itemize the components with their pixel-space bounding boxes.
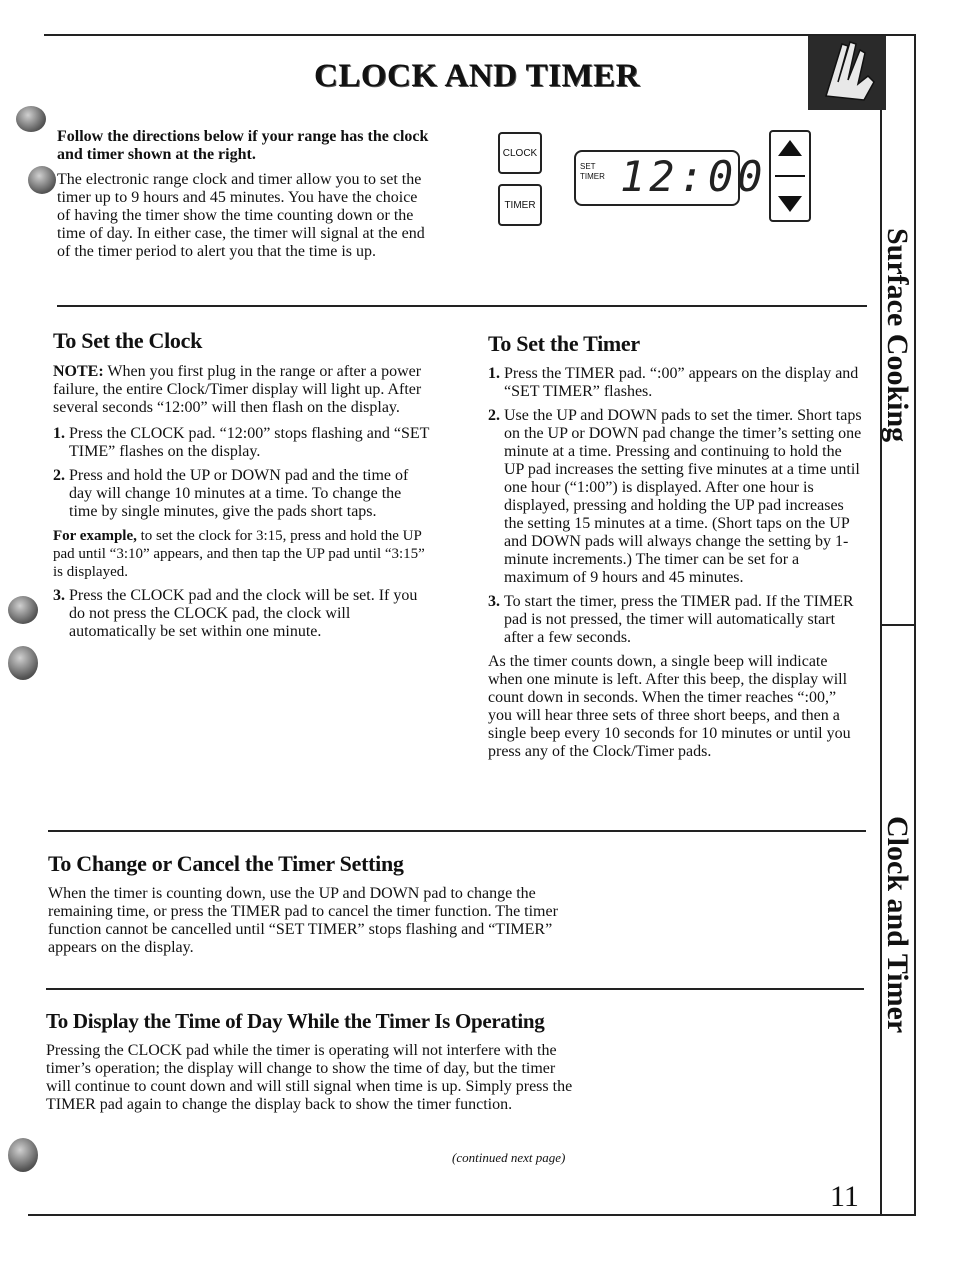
- side-tab-clock-and-timer: Clock and Timer: [881, 816, 914, 1034]
- display-label-set: SET: [580, 162, 596, 171]
- list-item: 3. Press the CLOCK pad and the clock will be set. If you do not press the CLOCK pad, the clock will automatically be set within one minute.: [53, 587, 418, 640]
- down-triangle-icon: [778, 196, 802, 212]
- example-text: to set the clock for 3:15, press and hold the UP pad until “3:10” appears, and then tap the UP pad until “3:15” is displayed.: [53, 528, 425, 580]
- binding-hole: [8, 1138, 38, 1172]
- up-triangle-icon: [778, 140, 802, 156]
- note-text: When you first plug in the range or after a power failure, the entire Clock/Timer display will light up. After several seconds “12:00” will then flash on the display.: [53, 363, 422, 416]
- display-time-text: Pressing the CLOCK pad while the timer is operating will not interfere with the timer’s operation; the display will change to show the time of day, but the timer will continue to count down and will still signal when time is up. Simply press the TIMER pad again to change the display back to show the timer function.: [46, 1042, 573, 1113]
- binding-hole: [8, 646, 38, 680]
- side-tab-surface-cooking: Surface Cooking: [881, 228, 914, 443]
- up-down-pad: [769, 130, 811, 222]
- set-timer-steps: [488, 365, 863, 647]
- set-timer-heading: To Set the Timer: [488, 331, 640, 356]
- display-time-section: [46, 1009, 576, 1114]
- clock-display: [574, 150, 767, 206]
- set-clock-section: [53, 328, 433, 647]
- display-time-heading: To Display the Time of Day While the Timer Is Operating: [46, 1009, 545, 1033]
- side-tab-divider: [880, 624, 916, 626]
- change-cancel-text: When the timer is counting down, use the UP and DOWN pad to change the remaining time, or press the TIMER pad to cancel the timer function. The timer function cannot be cancelled until “SET TIMER” stops flashing and “TIMER” appears on the display.: [48, 885, 558, 956]
- set-clock-steps: [53, 425, 433, 521]
- countdown-text: As the timer counts down, a single beep will indicate when one minute is left. After this beep, the display will count down in seconds. When the timer reaches “:00,” you will hear three sets of three short beeps, and then a single beep every 10 seconds for 10 minutes or until you press any of the Clock/Timer pads.: [488, 653, 851, 760]
- page-number: 11: [830, 1180, 859, 1213]
- binding-hole: [16, 106, 46, 132]
- timer-pad: TIMER: [498, 184, 542, 226]
- set-clock-note: [53, 363, 433, 417]
- section-rule-1: [57, 305, 867, 307]
- list-item: 1. Press the CLOCK pad. “12:00” stops flashing and “SET TIME” flashes on the display.: [53, 425, 430, 460]
- binding-hole: [28, 166, 56, 194]
- list-item: 2. Use the UP and DOWN pads to set the timer. Short taps on the UP or DOWN pad change the timer’s setting one minute at a time. Pressing and continuing to hold the UP pad increases the setting five minutes at a time until one hour (“1:00”) is displayed. After one hour is displayed, pressing and holding the UP pad increases the setting 15 minutes at a time. (Short taps on the UP and DOWN pads will always change the setting by 1-minute increments.) The timer can be set for a maximum of 9 hours and 45 minutes.: [488, 407, 862, 586]
- note-label: NOTE:: [53, 363, 104, 380]
- top-rule: [44, 34, 916, 36]
- set-timer-section: [488, 331, 863, 761]
- intro-bold-text: Follow the directions below if your range has the clock and timer shown at the right.: [57, 128, 429, 163]
- binding-hole: [8, 596, 38, 624]
- page-title: CLOCK AND TIMER: [314, 58, 640, 94]
- change-cancel-section: [48, 851, 578, 957]
- list-item: 2. Press and hold the UP or DOWN pad and the time of day will change 10 minutes at a time. To change the time by single minutes, give the pads short taps.: [53, 467, 409, 520]
- list-item: 1. Press the TIMER pad. “:00” appears on the display and “SET TIMER” flashes.: [488, 365, 859, 400]
- change-cancel-heading: To Change or Cancel the Timer Setting: [48, 851, 404, 876]
- display-label-timer: TIMER: [580, 172, 605, 181]
- bottom-rule: [28, 1214, 916, 1216]
- set-clock-example: [53, 527, 433, 581]
- section-rule-2: [48, 830, 866, 832]
- clock-pad: CLOCK: [498, 132, 542, 174]
- example-label: For example,: [53, 528, 137, 544]
- section-rule-3: [46, 988, 864, 990]
- list-item: 3. To start the timer, press the TIMER pad. If the TIMER pad is not pressed, the timer will automatically start after a few seconds.: [488, 593, 854, 646]
- pad-divider: [775, 175, 805, 177]
- set-clock-step3: [53, 587, 433, 641]
- intro-text: The electronic range clock and timer allow you to set the timer up to 9 hours and 45 minutes. You have the choice of having the timer show the time counting down or the time of day. In either case, the timer will signal at the end of the timer period to alert you that the time is up.: [57, 171, 425, 260]
- continued-note: (continued next page): [452, 1150, 566, 1165]
- display-value: 12:00: [620, 152, 767, 201]
- set-clock-heading: To Set the Clock: [53, 328, 203, 353]
